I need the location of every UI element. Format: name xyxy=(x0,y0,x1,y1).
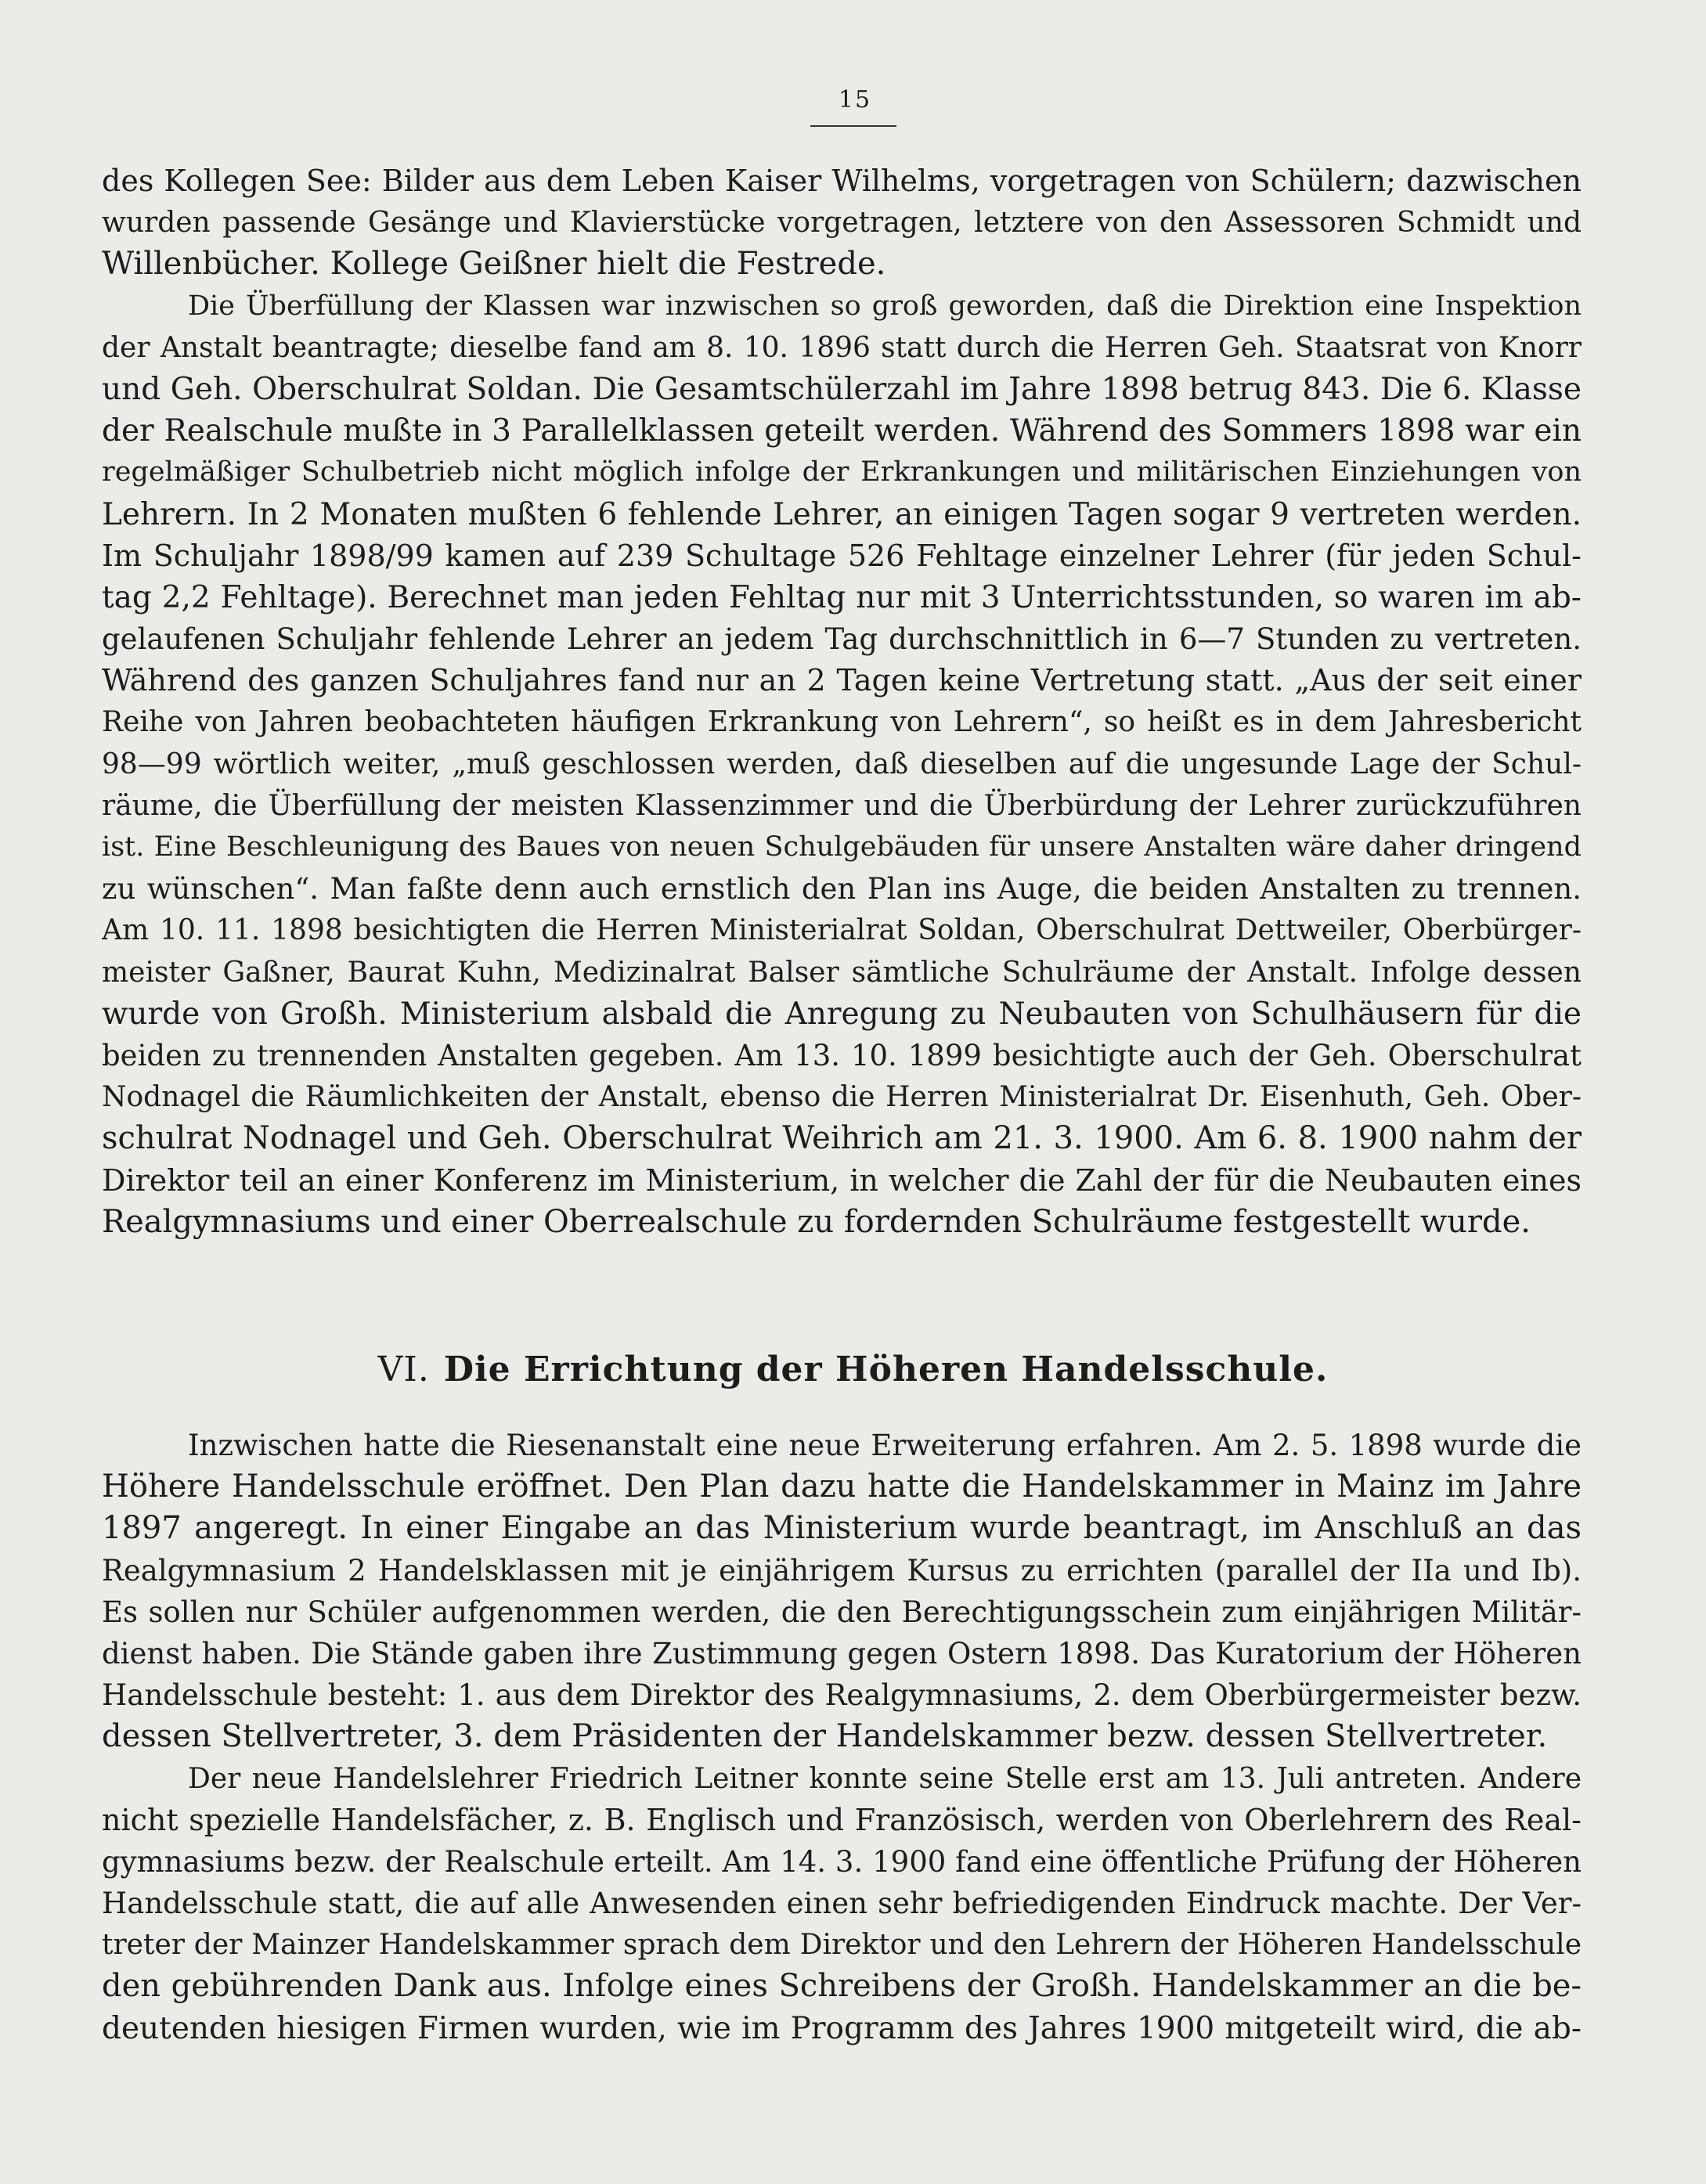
text-line: Realgymnasium 2 Handelsklassen mit je einjährigem Kursus zu errichten (parallel der IIa und Ib). xyxy=(102,1553,1582,1588)
text-line: 1897 angeregt. In einer Eingabe an das Ministerium wurde beantragt, im Anschluß an das xyxy=(102,1510,1582,1547)
text-line: wurde von Großh. Ministerium alsbald die Anregung zu Neubauten von Schulhäusern für die xyxy=(102,996,1582,1032)
text-line: der Anstalt beantragte; dieselbe fand am 8. 10. 1896 statt durch die Herren Geh. Staatsrat von Knorr xyxy=(102,331,1582,364)
text-line: beiden zu trennenden Anstalten gegeben. Am 13. 10. 1899 besichtigte auch der Geh. Oberschulrat xyxy=(102,1038,1582,1072)
text-line: zu wünschen“. Man faßte denn auch ernstlich den Plan ins Auge, die beiden Anstalten zu trennen. xyxy=(102,872,1582,906)
section-handelsschule xyxy=(102,1425,1582,2049)
text-line: Während des ganzen Schuljahres fand nur an 2 Tagen keine Vertretung statt. „Aus der seit einer xyxy=(102,663,1582,698)
text-line: Höhere Handelsschule eröffnet. Den Plan dazu hatte die Handelskammer in Mainz im Jahre xyxy=(102,1469,1582,1505)
text-line: Die Überfüllung der Klassen war inzwischen so groß geworden, daß die Direktion eine Inspektion xyxy=(188,290,1582,322)
text-line: Reihe von Jahren beobachteten häufigen Erkrankung von Lehrern“, so heißt es in dem Jahresbericht xyxy=(102,706,1582,739)
text-line: nicht spezielle Handelsfächer, z. B. Englisch und Französisch, werden von Oberlehrern des Real- xyxy=(102,1802,1582,1837)
text-line: Am 10. 11. 1898 besichtigten die Herren Ministerialrat Soldan, Oberschulrat Dettweiler, Oberbürger- xyxy=(102,914,1582,947)
text-line: Realgymnasiums und einer Oberrealschule zu fordernden Schulräume festgestellt wurde. xyxy=(102,1203,1531,1240)
text-line: gelaufenen Schuljahr fehlende Lehrer an jedem Tag durchschnittlich in 6—7 Stunden zu vertreten. xyxy=(102,622,1582,657)
text-line: dienst haben. Die Stände gaben ihre Zustimmung gegen Ostern 1898. Das Kuratorium der Höheren xyxy=(102,1636,1582,1670)
text-line: Der neue Handelslehrer Friedrich Leitner konnte seine Stelle erst am 13. Juli antreten. Andere xyxy=(188,1762,1582,1795)
text-line: schulrat Nodnagel und Geh. Oberschulrat Weihrich am 21. 3. 1900. Am 6. 8. 1900 nahm der xyxy=(102,1120,1582,1157)
text-line: Nodnagel die Räumlichkeiten der Anstalt, ebenso die Herren Ministerialrat Dr. Eisenhuth, Geh. Ober- xyxy=(102,1081,1582,1114)
text-line: gymnasiums bezw. der Realschule erteilt. Am 14. 3. 1900 fand eine öffentliche Prüfung der Höheren xyxy=(102,1844,1582,1879)
text-line: regelmäßiger Schulbetrieb nicht möglich infolge der Erkrankungen und militärischen Einziehungen von xyxy=(102,456,1582,488)
text-line: räume, die Überfüllung der meisten Klassenzimmer und die Überbürdung der Lehrer zurückzuführen xyxy=(102,789,1582,822)
text-line: wurden passende Gesänge und Klavierstücke vorgetragen, letztere von den Assessoren Schmidt und xyxy=(102,207,1582,240)
text-line: tag 2,2 Fehltage). Berechnet man jeden Fehltag nur mit 3 Unterrichtsstunden, so waren im ab- xyxy=(102,579,1582,615)
text-line: dessen Stellvertreter, 3. dem Präsidenten der Handelskammer bezw. dessen Stellvertreter. xyxy=(102,1718,1548,1755)
section-number: VI. xyxy=(377,1350,430,1389)
text-line: meister Gaßner, Baurat Kuhn, Medizinalrat Balser sämtliche Schulräume der Anstalt. Infolge dessen xyxy=(102,956,1582,989)
text-line: Handelsschule statt, die auf alle Anwesenden einen sehr befriedigenden Eindruck machte. Der Ver- xyxy=(102,1887,1582,1921)
text-line: treter der Mainzer Handelskammer sprach dem Direktor und den Lehrern der Höheren Handelsschule xyxy=(102,1929,1582,1962)
text-line: den gebührenden Dank aus. Infolge eines Schreibens der Großh. Handelskammer an die be- xyxy=(102,1968,1582,2005)
text-line: Handelsschule besteht: 1. aus dem Direktor des Realgymnasiums, 2. dem Oberbürgermeister bezw. xyxy=(102,1678,1582,1713)
text-line: Es sollen nur Schüler aufgenommen werden, die den Berechtigungsschein zum einjährigen Militär- xyxy=(102,1595,1582,1629)
text-line: der Realschule mußte in 3 Parallelklassen geteilt werden. Während des Sommers 1898 war ein xyxy=(102,413,1582,449)
text-line: Im Schuljahr 1898/99 kamen auf 239 Schultage 526 Fehltage einzelner Lehrer (für jeden Schul- xyxy=(102,538,1582,573)
text-line: Lehrern. In 2 Monaten mußten 6 fehlende Lehrer, an einigen Tagen sogar 9 vertreten werden. xyxy=(102,496,1582,532)
text-line: des Kollegen See: Bilder aus dem Leben Kaiser Wilhelms, vorgetragen von Schülern; dazwischen xyxy=(102,164,1582,198)
page-number-rule xyxy=(810,125,896,127)
text-line: deutenden hiesigen Firmen wurden, wie im Programm des Jahres 1900 mitgeteilt wird, die ab- xyxy=(102,2010,1582,2046)
section-continuation xyxy=(102,160,1582,1243)
text-line: Willenbücher. Kollege Geißner hielt die Festrede. xyxy=(102,246,886,283)
text-line: und Geh. Oberschulrat Soldan. Die Gesamtschülerzahl im Jahre 1898 betrug 843. Die 6. Klasse xyxy=(102,371,1582,407)
text-line: ist. Eine Beschleunigung des Baues von neuen Schulgebäuden für unsere Anstalten wäre daher dringend xyxy=(102,831,1582,863)
text-line: 98—99 wörtlich weiter, „muß geschlossen werden, daß dieselben auf die ungesunde Lage der Schul- xyxy=(102,748,1582,780)
text-line: Direktor teil an einer Konferenz im Ministerium, in welcher die Zahl der für die Neubauten eines xyxy=(102,1162,1582,1198)
page-number: 15 xyxy=(838,86,872,114)
section-title: Die Errichtung der Höheren Handelsschule. xyxy=(443,1350,1329,1389)
text-line: Inzwischen hatte die Riesenanstalt eine neue Erweiterung erfahren. Am 2. 5. 1898 wurde die xyxy=(188,1429,1582,1462)
section-heading xyxy=(0,1346,1706,1393)
